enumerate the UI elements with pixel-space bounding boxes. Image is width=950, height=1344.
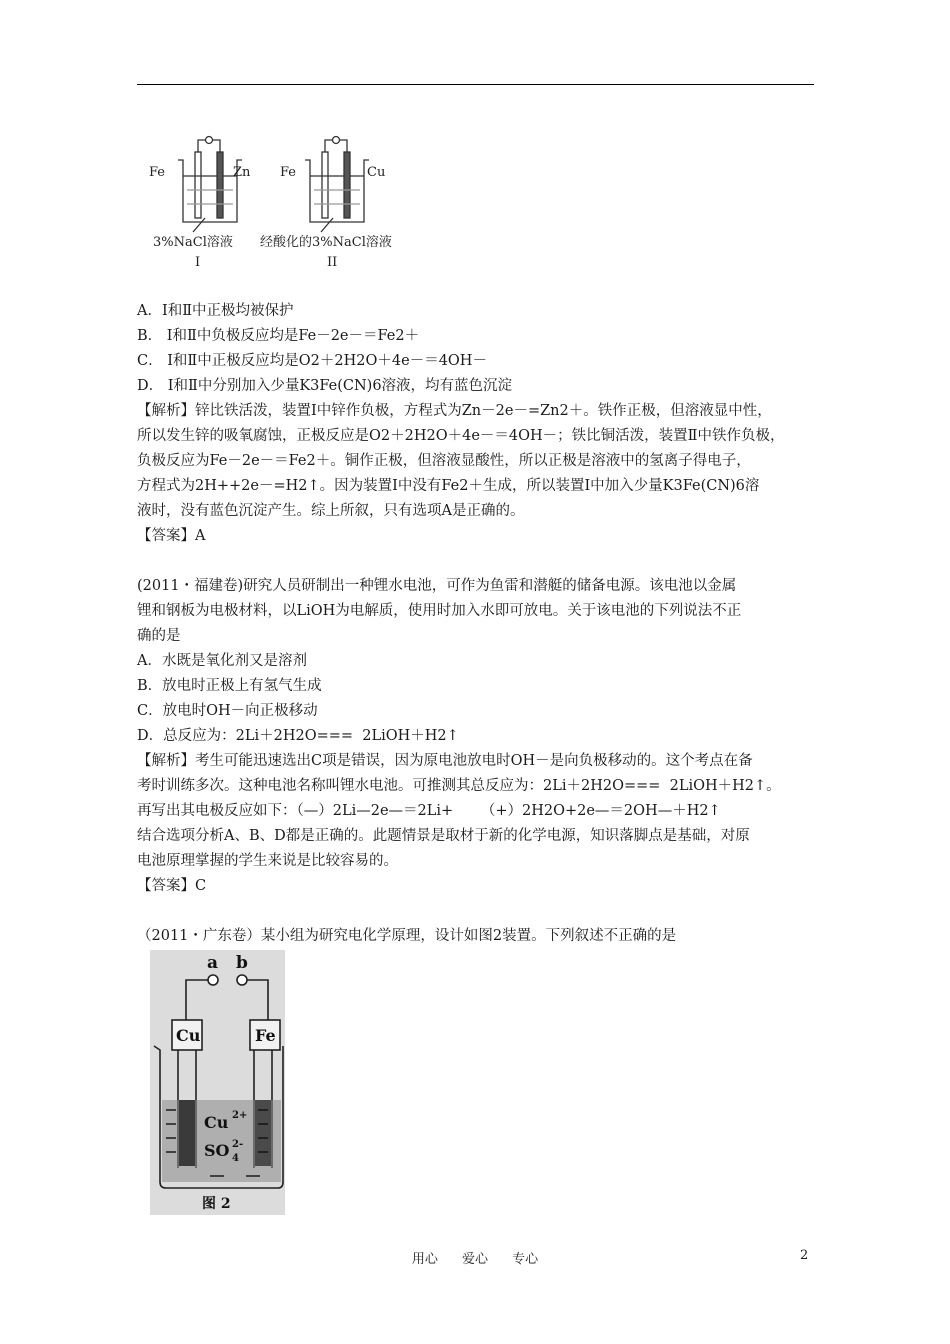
- ion-cu: Cu: [204, 1113, 229, 1132]
- figure-2-cell: [150, 950, 285, 1215]
- ion-so4-subscript: 4: [232, 1153, 239, 1164]
- q1-option-c: C． Ⅰ和Ⅱ中正极反应均是O2＋2H2O＋4e－＝4OH－: [137, 353, 487, 369]
- figure-cells-i-ii: [145, 130, 425, 270]
- q1-option-b: B． Ⅰ和Ⅱ中负极反应均是Fe－2e－＝Fe2＋: [137, 328, 420, 344]
- cell2-caption: 经酸化的3%NaCl溶液: [260, 235, 392, 250]
- electrode-fe-label: Fe: [255, 1026, 276, 1045]
- terminal-b: b: [236, 953, 248, 973]
- q2-analysis-line: 【解析】考生可能迅速选出C项是错误，因为原电池放电时OH－是向负极移动的。这个考点在备: [137, 753, 753, 769]
- electrode-cu-label: Cu: [176, 1026, 201, 1045]
- q2-stem-line: 锂和钢板为电极材料，以LiOH为电解质，使用时加入水即可放电。关于该电池的下列说法不正: [137, 603, 742, 619]
- cell1-caption: 3%NaCl溶液: [153, 235, 233, 250]
- ion-so4: SO: [204, 1141, 230, 1160]
- q1-analysis-line: 所以发生锌的吸氧腐蚀，正极反应是O2＋2H2O＋4e－＝4OH－；铁比铜活泼，装置Ⅱ中铁作负极，: [137, 428, 785, 444]
- ion-cu-charge: 2+: [232, 1110, 248, 1121]
- q2-analysis-line: 结合选项分析A、B、D都是正确的。此题情景是取材于新的化学电源，知识落脚点是基础，对原: [137, 828, 750, 844]
- q1-option-d: D． Ⅰ和Ⅱ中分别加入少量K3Fe(CN)6溶液，均有蓝色沉淀: [137, 378, 513, 394]
- cell2-number: II: [327, 255, 338, 270]
- header-rule: [137, 84, 814, 85]
- q1-analysis-line: 方程式为2H++2e－=H2↑。因为装置Ⅰ中没有Fe2＋生成，所以装置Ⅰ中加入少量K3Fe(CN)6溶: [137, 478, 760, 494]
- cell1-right-label: Zn: [233, 165, 251, 180]
- q2-option-c: C．放电时OH－向正极移动: [137, 703, 318, 719]
- cell2-right-label: Cu: [367, 165, 386, 180]
- q2-analysis-line: 电池原理掌握的学生来说是比较容易的。: [137, 853, 398, 869]
- q1-analysis-line: 【解析】锌比铁活泼，装置Ⅰ中锌作负极，方程式为Zn－2e－=Zn2＋。铁作正极，但溶液显中性，: [137, 403, 772, 419]
- cell1-left-label: Fe: [149, 165, 166, 180]
- page-number: 2: [800, 1248, 809, 1263]
- footer-motto: 用心 爱心 专心: [411, 1252, 539, 1267]
- q1-analysis-line: 液时，没有蓝色沉淀产生。综上所叙，只有选项A是正确的。: [137, 503, 525, 519]
- q2-analysis-line: 考时训练多次。这种电池名称叫锂水电池。可推测其总反应为：2Li＋2H2O=== 2LiOH＋H2↑。: [137, 778, 781, 794]
- figure-2-caption: 图 2: [202, 1196, 231, 1212]
- terminal-a: a: [207, 953, 219, 973]
- cell2-left-label: Fe: [280, 165, 297, 180]
- q2-option-a: A．水既是氧化剂又是溶剂: [137, 653, 307, 669]
- q1-option-a: A．Ⅰ和Ⅱ中正极均被保护: [137, 303, 294, 319]
- q1-analysis-line: 负极反应为Fe－2e－＝Fe2＋。铜作正极，但溶液显酸性，所以正极是溶液中的氢离子得电子，: [137, 453, 751, 469]
- q2-answer: 【答案】C: [137, 878, 207, 894]
- q1-answer: 【答案】A: [137, 528, 206, 544]
- q2-option-d: D．总反应为：2Li＋2H2O=== 2LiOH＋H2↑: [137, 728, 459, 744]
- q2-option-b: B．放电时正极上有氢气生成: [137, 678, 322, 694]
- q2-analysis-line: 再写出其电极反应如下：（—）2Li—2e—＝2Li+ （+）2H2O+2e—＝2OH—＋H2↑: [137, 803, 721, 819]
- q2-stem-line: (2011・福建卷)研究人员研制出一种锂水电池，可作为鱼雷和潜艇的储备电源。该电池以金属: [137, 578, 737, 594]
- cell1-number: I: [195, 255, 201, 270]
- ion-so4-charge: 2-: [232, 1139, 244, 1150]
- q3-stem: （2011・广东卷）某小组为研究电化学原理，设计如图2装置。下列叙述不正确的是: [137, 928, 677, 944]
- q2-stem-line: 确的是: [137, 628, 181, 644]
